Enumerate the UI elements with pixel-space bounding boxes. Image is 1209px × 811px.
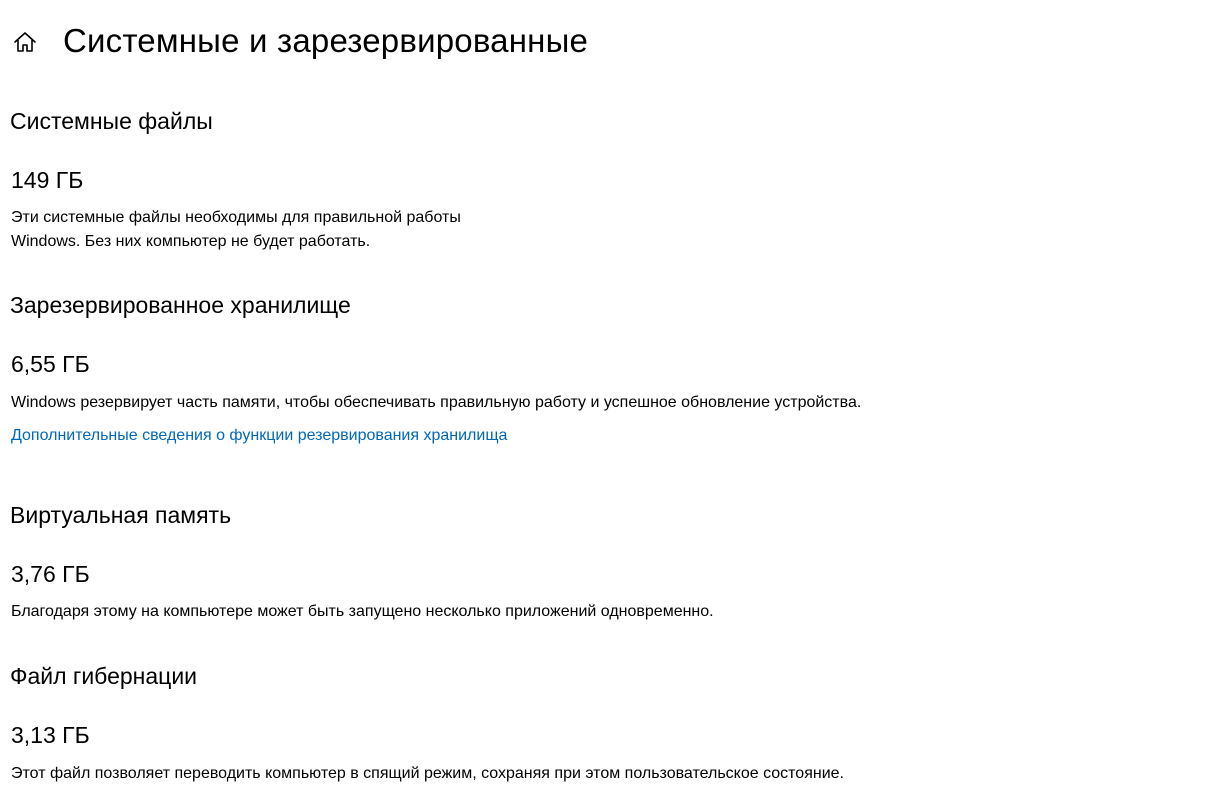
reserved-storage-description: Windows резервирует часть памяти, чтобы обеспечивать правильную работу и успешное обновление устройства. — [11, 394, 862, 411]
page-header — [0, 18, 1209, 68]
system-files-description-line2: Windows. Без них компьютер не будет работать. — [11, 233, 371, 250]
system-files-description-line1: Эти системные файлы необходимы для правильной работы — [11, 209, 461, 226]
reserved-storage-size: 6,55 ГБ — [11, 351, 90, 377]
section-title-system-files: Системные файлы — [10, 108, 213, 134]
virtual-memory-size: 3,76 ГБ — [11, 561, 90, 587]
section-title-hibernation-file: Файл гибернации — [10, 663, 198, 689]
hibernation-file-size: 3,13 ГБ — [11, 722, 90, 748]
home-icon — [12, 29, 38, 55]
home-button[interactable] — [9, 26, 41, 58]
system-files-size: 149 ГБ — [11, 167, 84, 193]
page-title: Системные и зарезервированные — [63, 22, 589, 59]
section-title-reserved-storage: Зарезервированное хранилище — [10, 292, 351, 318]
section-title-virtual-memory: Виртуальная память — [10, 502, 232, 528]
reserved-storage-more-info-link[interactable]: Дополнительные сведения о функции резервирования хранилища — [11, 427, 508, 444]
hibernation-file-description: Этот файл позволяет переводить компьютер в спящий режим, сохраняя при этом пользовательское состояние. — [11, 765, 844, 782]
virtual-memory-description: Благодаря этому на компьютере может быть запущено несколько приложений одновременно. — [11, 603, 714, 620]
